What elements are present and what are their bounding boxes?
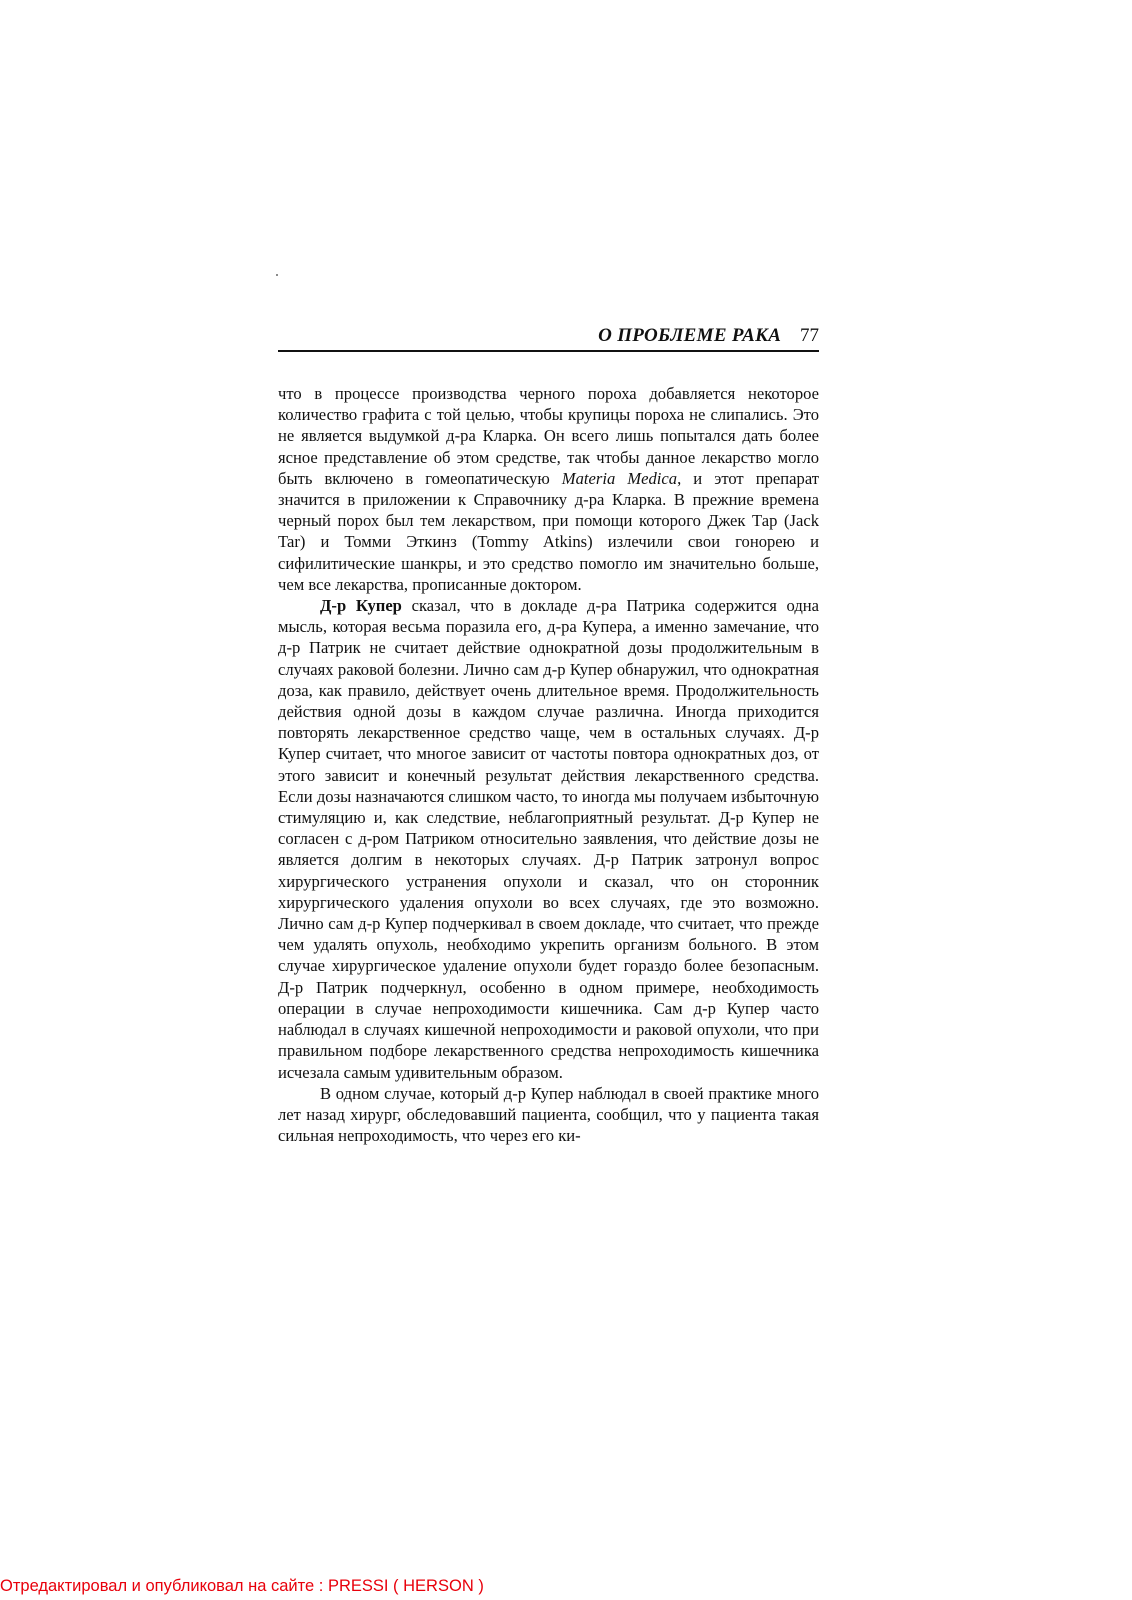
paragraph-2 (278, 595, 819, 1083)
body-text (278, 383, 819, 1146)
scan-speck (276, 274, 278, 276)
paragraph-1-italic-term: Materia Medica (561, 468, 678, 488)
publisher-credit: Отредактировал и опубликовал на сайте : PRESSI ( HERSON ) (0, 1577, 484, 1595)
paragraph-2-text: сказал, что в докладе д-ра Патрика содержится одна мысль, которая весьма поразила его, д-ра Купера, а именно замечание, что д-р Патрик не считает действие однократной дозы продолжительным в случаях раковой болезни. Лично сам д-р Купер обнаружил, что однократная доза, как правило, действует очень длительное время. Продолжительность действия одной дозы в каждом случае различна. Иногда приходится повторять лекарственное средство чаще, чем в остальных случаях. Д-р Купер считает, что многое зависит от частоты повтора однократных доз, от этого зависит и конечный результат действия лекарственного средства. Если дозы назначаются слишком часто, то иногда мы получаем избыточную стимуляцию и, как следствие, неблагоприятный результат. Д-р Купер не согласен с д-ром Патриком относительно заявления, что действие дозы не является долгим в некоторых случаях. Д-р Патрик затронул вопрос хирургического устранения опухоли и сказал, что он сторонник хирургического удаления опухоли во всех случаях, где это возможно. Лично сам д-р Купер подчеркивал в своем докладе, что считает, что прежде чем удалять опухоль, необходимо укрепить организм больного. В этом случае хирургическое удаление опухоли будет гораздо более безопасным. Д-р Патрик подчеркнул, особенно в одном примере, необходимость операции в случае непроходимости кишечника. Сам д-р Купер часто наблюдал в случаях кишечной непроходимости и раковой опухоли, что при правильном подборе лекарственного средства непроходимость кишечника исчезала самым удивительным образом. (278, 596, 820, 1082)
running-head-title: О ПРОБЛЕМЕ РАКА (598, 325, 782, 346)
paragraph-1-text-b: , и этот препарат значится в приложении к Справочнику д-ра Кларка. В прежние времена черный порох был тем лекарством, при помощи которого Джек Тар (Jack Tar) и Томми Эткинз (Tommy Atkins) излечили свои гонорею и сифилитические шанкры, и это средство помогло им значительно больше, чем все лекарства, прописанные доктором. (278, 468, 819, 594)
paragraph-3 (278, 1083, 819, 1147)
paragraph-1-text-a: что в процессе производства черного пороха добавляется некоторое количество графита с той целью, чтобы крупицы пороха не слипались. Это не является выдумкой д-ра Кларка. Он всего лишь попытался дать более ясное представление об этом средстве, так чтобы данное лекарство могло быть включено в гомеопатическую (278, 384, 819, 488)
paragraph-3-text: В одном случае, который д-р Купер наблюдал в своей практике много лет назад хирург, обследовавший пациента, сообщил, что у пациента такая сильная непроходимость, что через его ки- (278, 1083, 819, 1146)
running-head (278, 324, 819, 348)
paragraph-1 (278, 383, 819, 595)
header-rule (278, 350, 819, 352)
page-number: 77 (800, 325, 819, 346)
paragraph-2-bold-name: Д-р Купер (320, 596, 402, 616)
